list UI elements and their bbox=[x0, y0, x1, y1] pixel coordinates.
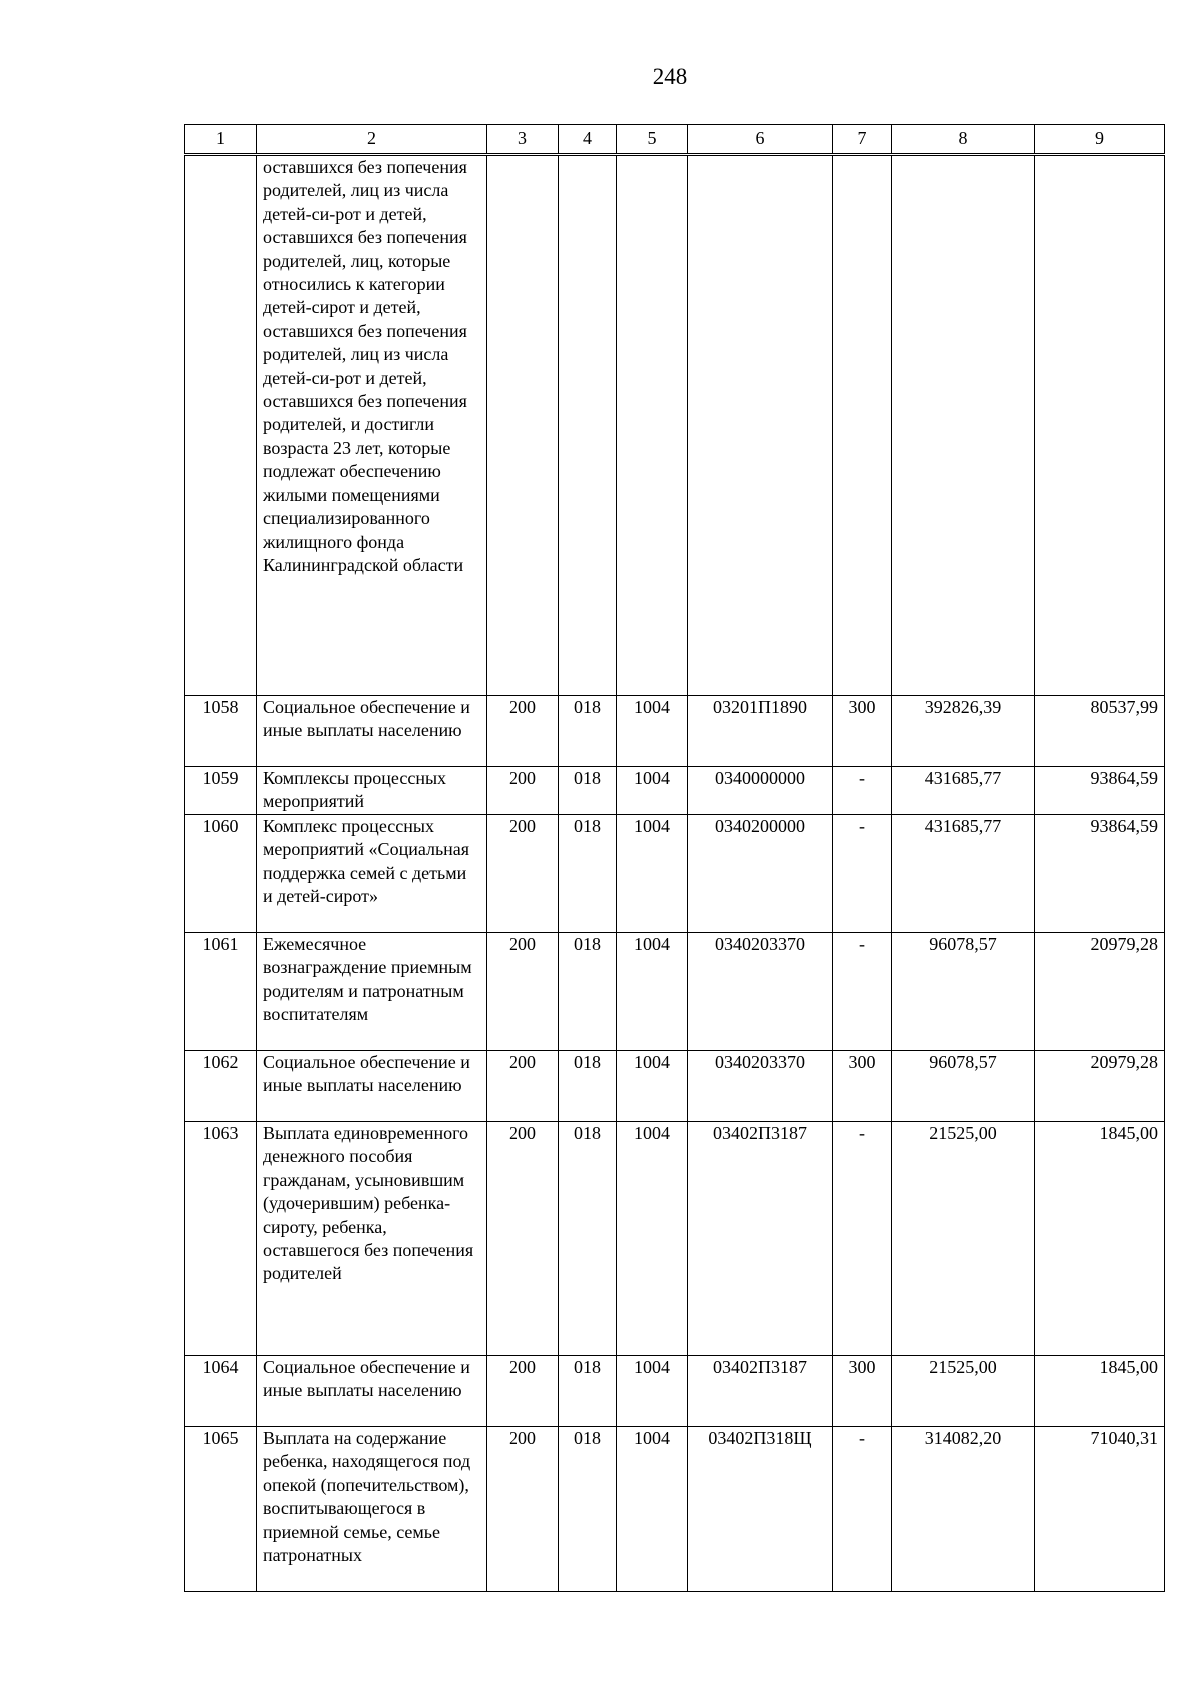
row-name: Социальное обеспечение и иные выплаты населению bbox=[257, 1356, 487, 1427]
row-name: Комплекс процессных мероприятий «Социальная поддержка семей с детьми и детей-сирот» bbox=[257, 815, 487, 933]
row-code-3: 200 bbox=[487, 1427, 559, 1592]
row-code-6: 03402П3187 bbox=[688, 1356, 833, 1427]
row-code-4 bbox=[559, 155, 617, 696]
row-code-7: - bbox=[833, 767, 892, 815]
row-code-7: 300 bbox=[833, 1051, 892, 1122]
row-code-6: 03402П318Щ bbox=[688, 1427, 833, 1592]
column-header: 8 bbox=[892, 125, 1035, 155]
row-name: Выплата на содержание ребенка, находящегося под опекой (попечительством), воспитывающегося в приемной семье, семье патронатных bbox=[257, 1427, 487, 1592]
row-name: Выплата единовременного денежного пособия гражданам, усыновившим (удочерившим) ребенка-сироту, ребенка, оставшегося без попечения родителей bbox=[257, 1122, 487, 1356]
row-amount-9: 20979,28 bbox=[1035, 933, 1165, 1051]
row-code-3: 200 bbox=[487, 815, 559, 933]
row-code-4: 018 bbox=[559, 1427, 617, 1592]
row-number: 1064 bbox=[185, 1356, 257, 1427]
row-code-7: - bbox=[833, 1427, 892, 1592]
row-code-6: 0340203370 bbox=[688, 1051, 833, 1122]
column-header: 5 bbox=[617, 125, 688, 155]
row-amount-8: 431685,77 bbox=[892, 815, 1035, 933]
row-name: Социальное обеспечение и иные выплаты населению bbox=[257, 696, 487, 767]
row-code-4: 018 bbox=[559, 1356, 617, 1427]
row-code-5: 1004 bbox=[617, 815, 688, 933]
column-header: 6 bbox=[688, 125, 833, 155]
row-code-3: 200 bbox=[487, 696, 559, 767]
row-code-7: - bbox=[833, 1122, 892, 1356]
row-code-4: 018 bbox=[559, 815, 617, 933]
row-number: 1061 bbox=[185, 933, 257, 1051]
table-row bbox=[185, 1122, 1165, 1356]
table-row bbox=[185, 767, 1165, 815]
column-header: 7 bbox=[833, 125, 892, 155]
column-header: 4 bbox=[559, 125, 617, 155]
column-header: 9 bbox=[1035, 125, 1165, 155]
row-amount-9: 20979,28 bbox=[1035, 1051, 1165, 1122]
row-code-5: 1004 bbox=[617, 933, 688, 1051]
row-number: 1060 bbox=[185, 815, 257, 933]
row-amount-8: 21525,00 bbox=[892, 1122, 1035, 1356]
row-name: Комплексы процессных мероприятий bbox=[257, 767, 487, 815]
row-amount-9: 93864,59 bbox=[1035, 815, 1165, 933]
row-code-7: - bbox=[833, 933, 892, 1051]
row-amount-9: 1845,00 bbox=[1035, 1122, 1165, 1356]
row-code-5: 1004 bbox=[617, 1051, 688, 1122]
row-code-7: - bbox=[833, 815, 892, 933]
row-number bbox=[185, 155, 257, 696]
table-row bbox=[185, 1051, 1165, 1122]
row-code-3: 200 bbox=[487, 767, 559, 815]
row-amount-8: 96078,57 bbox=[892, 1051, 1035, 1122]
row-name: Ежемесячное вознаграждение приемным родителям и патронатным воспитателям bbox=[257, 933, 487, 1051]
row-code-6: 0340203370 bbox=[688, 933, 833, 1051]
column-header: 2 bbox=[257, 125, 487, 155]
table-row bbox=[185, 815, 1165, 933]
row-code-3: 200 bbox=[487, 1122, 559, 1356]
row-amount-9 bbox=[1035, 155, 1165, 696]
table-row bbox=[185, 155, 1165, 696]
row-code-7 bbox=[833, 155, 892, 696]
row-code-4: 018 bbox=[559, 1122, 617, 1356]
row-code-4: 018 bbox=[559, 1051, 617, 1122]
row-code-7: 300 bbox=[833, 696, 892, 767]
table-body bbox=[185, 155, 1165, 1592]
row-amount-9: 71040,31 bbox=[1035, 1427, 1165, 1592]
row-code-5 bbox=[617, 155, 688, 696]
table-row bbox=[185, 1356, 1165, 1427]
table-row bbox=[185, 696, 1165, 767]
column-header: 1 bbox=[185, 125, 257, 155]
row-amount-8: 314082,20 bbox=[892, 1427, 1035, 1592]
row-number: 1065 bbox=[185, 1427, 257, 1592]
row-amount-9: 93864,59 bbox=[1035, 767, 1165, 815]
row-code-4: 018 bbox=[559, 933, 617, 1051]
row-amount-8: 392826,39 bbox=[892, 696, 1035, 767]
row-code-4: 018 bbox=[559, 696, 617, 767]
row-code-6 bbox=[688, 155, 833, 696]
row-code-5: 1004 bbox=[617, 767, 688, 815]
page-number: 248 bbox=[652, 64, 688, 89]
row-amount-8 bbox=[892, 155, 1035, 696]
row-code-6: 0340000000 bbox=[688, 767, 833, 815]
row-code-6: 03402П3187 bbox=[688, 1122, 833, 1356]
row-amount-9: 80537,99 bbox=[1035, 696, 1165, 767]
row-code-5: 1004 bbox=[617, 1356, 688, 1427]
table-row bbox=[185, 1427, 1165, 1592]
row-code-3 bbox=[487, 155, 559, 696]
row-number: 1062 bbox=[185, 1051, 257, 1122]
row-code-5: 1004 bbox=[617, 1122, 688, 1356]
row-amount-9: 1845,00 bbox=[1035, 1356, 1165, 1427]
row-code-5: 1004 bbox=[617, 1427, 688, 1592]
row-code-3: 200 bbox=[487, 933, 559, 1051]
row-code-7: 300 bbox=[833, 1356, 892, 1427]
row-code-3: 200 bbox=[487, 1051, 559, 1122]
row-number: 1063 bbox=[185, 1122, 257, 1356]
column-header: 3 bbox=[487, 125, 559, 155]
budget-table bbox=[184, 124, 1165, 1592]
row-number: 1059 bbox=[185, 767, 257, 815]
row-code-6: 03201П1890 bbox=[688, 696, 833, 767]
row-amount-8: 21525,00 bbox=[892, 1356, 1035, 1427]
row-code-3: 200 bbox=[487, 1356, 559, 1427]
row-name: Социальное обеспечение и иные выплаты населению bbox=[257, 1051, 487, 1122]
row-name: оставшихся без попечения родителей, лиц из числа детей-си-рот и детей, оставшихся без попечения родителей, лиц, которые относились к категории детей-сирот и детей, оставшихся без попечения родителей, лиц из числа детей-си-рот и детей, оставшихся без попечения родителей, и достигли возраста 23 лет, которые подлежат обеспечению жилыми помещениями специализированного жилищного фонда Калининградской области bbox=[257, 155, 487, 696]
row-number: 1058 bbox=[185, 696, 257, 767]
row-code-4: 018 bbox=[559, 767, 617, 815]
row-code-6: 0340200000 bbox=[688, 815, 833, 933]
header-row bbox=[185, 125, 1165, 155]
row-code-5: 1004 bbox=[617, 696, 688, 767]
row-amount-8: 96078,57 bbox=[892, 933, 1035, 1051]
table-row bbox=[185, 933, 1165, 1051]
row-amount-8: 431685,77 bbox=[892, 767, 1035, 815]
